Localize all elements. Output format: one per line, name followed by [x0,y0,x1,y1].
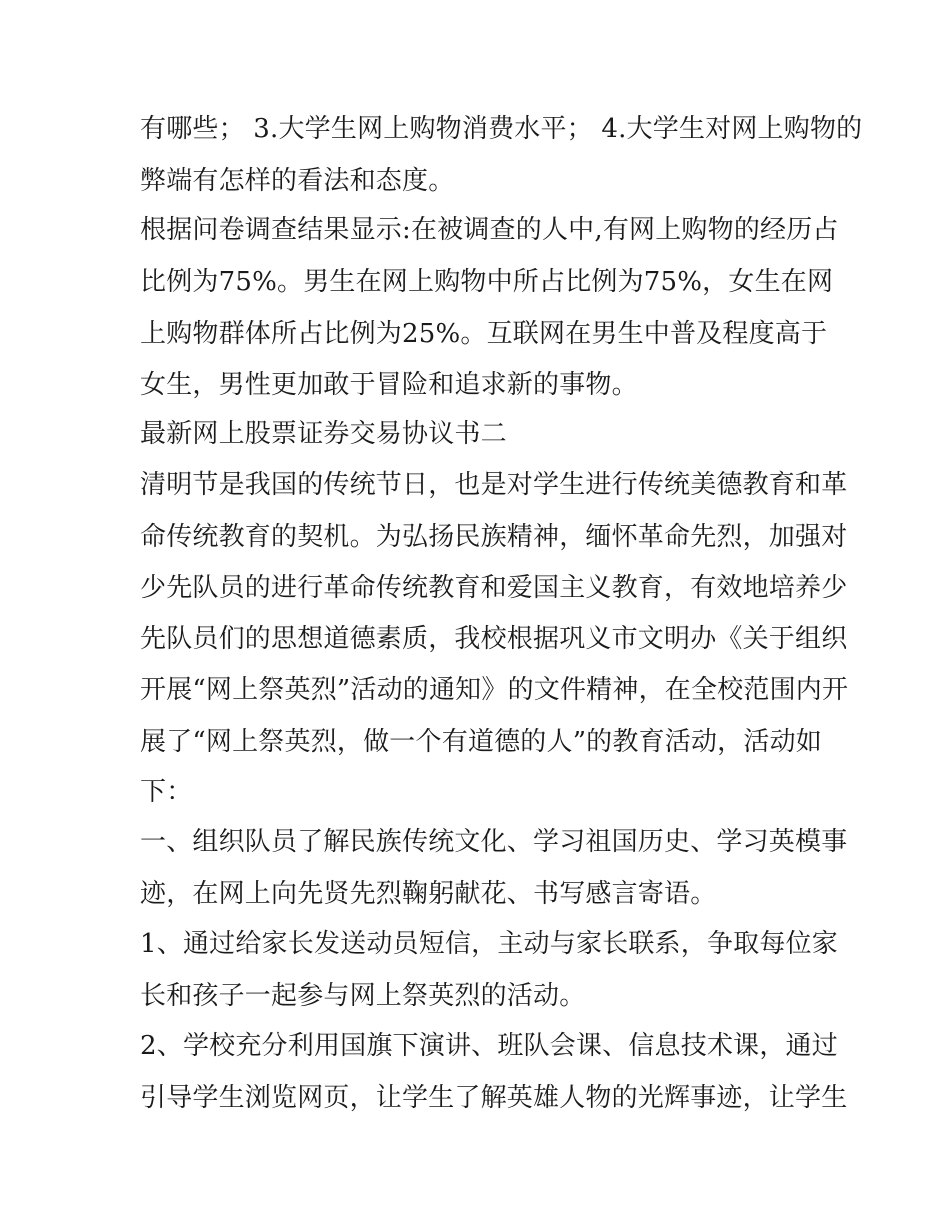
text-line: 开展“网上祭英烈”活动的通知》的文件精神，在全校范围内开 [140,675,849,705]
text-line: 迹，在网上向先贤先烈鞠躬献花、书写感言寄语。 [140,879,717,909]
text-line: 2、学校充分利用国旗下演讲、班队会课、信息技术课，通过 [140,1031,838,1061]
text-line: 先队员们的思想道德素质，我校根据巩义市文明办《关于组织 [140,624,848,654]
text-line: 引导学生浏览网页，让学生了解英雄人物的光辉事迹，让学生 [140,1083,848,1113]
text-line: 命传统教育的契机。为弘扬民族精神，缅怀革命先烈，加强对 [140,522,848,552]
text-line: 少先队员的进行革命传统教育和爱国主义教育，有效地培养少 [140,573,848,603]
text-line: 清明节是我国的传统节日，也是对学生进行传统美德教育和革 [140,470,848,500]
text-line: 比例为75%。男生在网上购物中所占比例为75%，女生在网 [140,267,834,297]
text-line: 有哪些； 3.大学生网上购物消费水平； 4.大学生对网上购物的 [140,114,863,144]
text-line: 长和孩子一起参与网上祭英烈的活动。 [140,981,586,1011]
text-line: 根据问卷调查结果显示:在被调查的人中,有网上购物的经历占 [140,215,839,245]
section-heading: 最新网上股票证券交易协议书二 [140,419,507,449]
text-line: 弊端有怎样的看法和态度。 [140,166,455,196]
text-line: 一、组织队员了解民族传统文化、学习祖国历史、学习英模事 [140,827,848,857]
text-line: 上购物群体所占比例为25%。互联网在男生中普及程度高于 [140,319,828,349]
text-line: 女生，男性更加敢于冒险和追求新的事物。 [140,370,638,400]
text-line: 1、通过给家长发送动员短信，主动与家长联系，争取每位家 [140,929,838,959]
text-line: 展了“网上祭英烈，做一个有道德的人”的教育活动，活动如 [140,727,822,757]
text-line: 下： [140,777,193,807]
